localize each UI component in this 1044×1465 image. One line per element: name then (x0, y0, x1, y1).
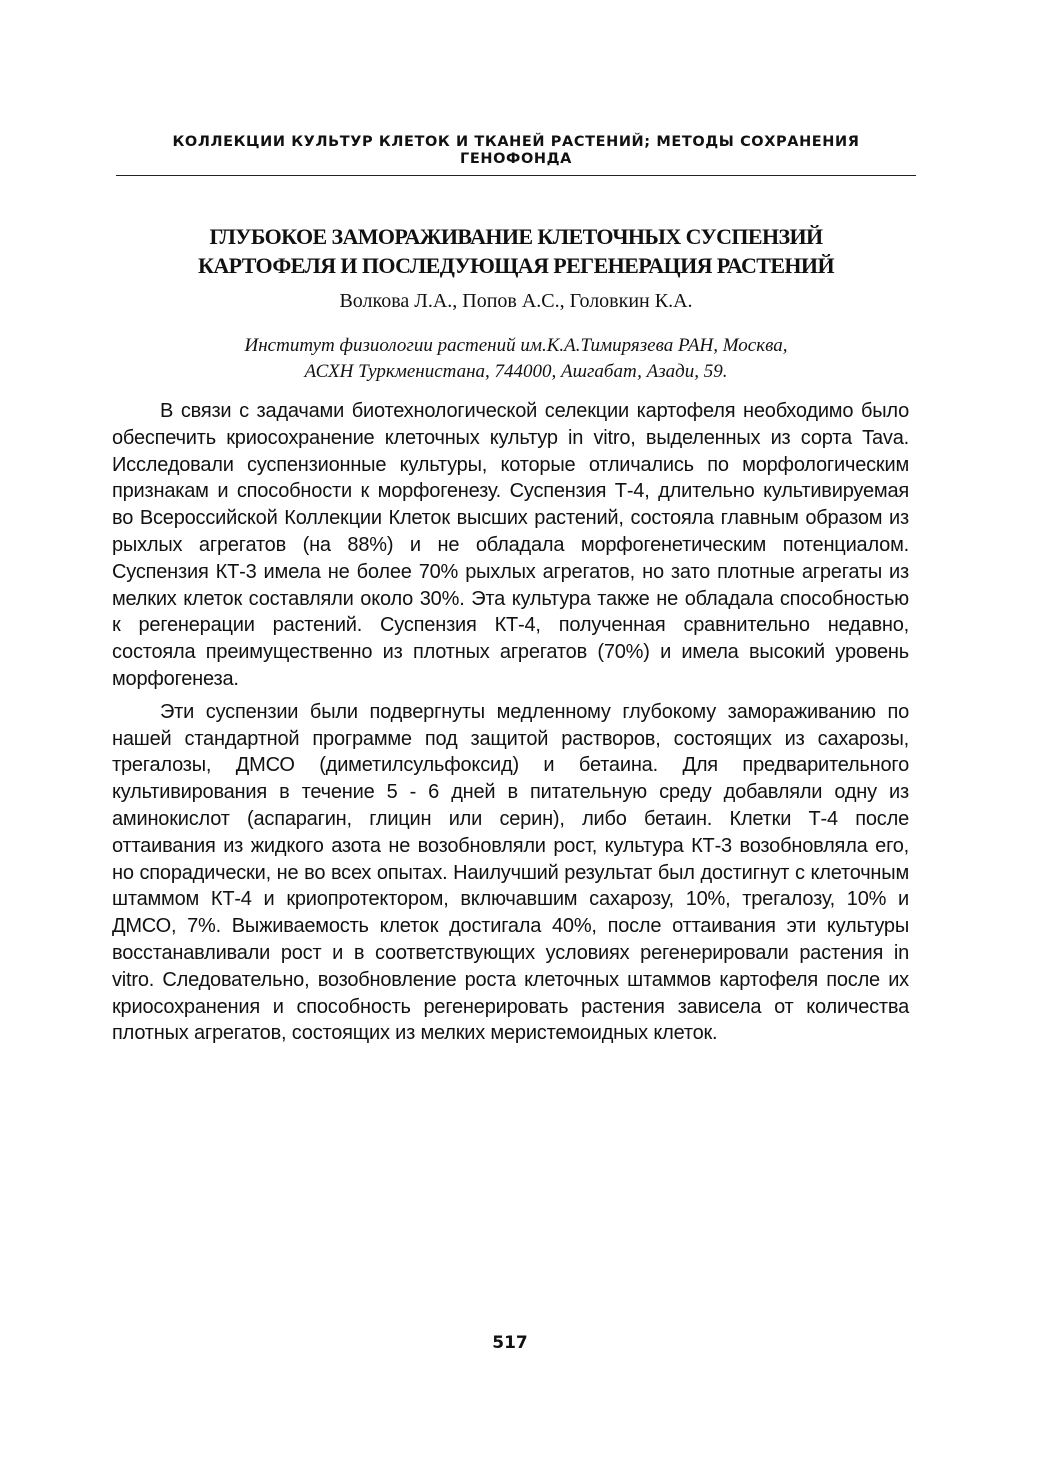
running-header-line-1: КОЛЛЕКЦИИ КУЛЬТУР КЛЕТОК И ТКАНЕЙ РАСТЕНИЙ; МЕТОДЫ СОХРАНЕНИЯ (172, 134, 860, 150)
affiliation (116, 333, 916, 385)
running-header (116, 134, 916, 168)
affiliation-line-1: Институт физиологии растений им.К.А.Тимирязева РАН, Москва, (244, 335, 788, 356)
article-body (112, 398, 909, 1053)
article-title (116, 222, 916, 280)
article-title-line-2: КАРТОФЕЛЯ И ПОСЛЕДУЮЩАЯ РЕГЕНЕРАЦИЯ РАСТЕНИЙ (198, 253, 834, 278)
article-title-line-1: ГЛУБОКОЕ ЗАМОРАЖИВАНИЕ КЛЕТОЧНЫХ СУСПЕНЗИЙ (209, 224, 823, 249)
authors: Волкова Л.А., Попов А.С., Головкин К.А. (339, 290, 693, 312)
paragraph: В связи с задачами биотехнологической селекции картофеля необходимо было обеспечить криосохранение клеточных культур in vitro, выделенных из сорта Tava. Исследовали суспензионные культуры, которые отличались по морфологическим признакам и способности к морфогенезу. Суспензия Т-4, длительно культивируемая во Всероссийской Коллекции Клеток высших растений, состояла главным образом из рыхлых агрегатов (на 88%) и не обладала морфогенетическим потенциалом. Суспензия КТ-3 имела не более 70% рыхлых агрегатов, но зато плотные агрегаты из мелких клеток составляли около 30%. Эта культура также не обладала способностью к регенерации растений. Суспензия КТ-4, полученная сравнительно недавно, состояла преимущественно из плотных агрегатов (70%) и имела высокий уровень морфогенеза. (112, 400, 909, 690)
paragraph: Эти суспензии были подвергнуты медленному глубокому замораживанию по нашей стандартной программе под защитой растворов, состоящих из сахарозы, трегалозы, ДМСО (диметилсульфоксид) и бетаина. Для предварительного культивирования в течение 5 - 6 дней в питательную среду добавляли одну из аминокислот (аспарагин, глицин или серин), либо бетаин. Клетки Т-4 после оттаивания из жидкого азота не возобновляли рост, культура КТ-3 возобновляла его, но спорадически, не во всех опытах. Наилучший результат был достигнут с клеточным штаммом КТ-4 и криопротектором, включавшим сахарозу, 10%, трегалозу, 10% и ДМСО, 7%. Выживаемость клеток достигала 40%, после оттаивания эти культуры восстанавливали рост и в соответствующих условиях регенерировали растения in vitro. Следовательно, возобновление роста клеточных штаммов картофеля после их криосохранения и способность регенерировать растения зависела от количества плотных агрегатов, состоящих из мелких меристемоидных клеток. (112, 700, 909, 1045)
affiliation-line-2: АСХН Туркменистана, 744000, Ашгабат, Азади, 59. (304, 361, 728, 382)
page-number: 517 (492, 1333, 528, 1353)
running-header-line-2: ГЕНОФОНДА (460, 151, 572, 167)
header-divider (116, 175, 916, 176)
